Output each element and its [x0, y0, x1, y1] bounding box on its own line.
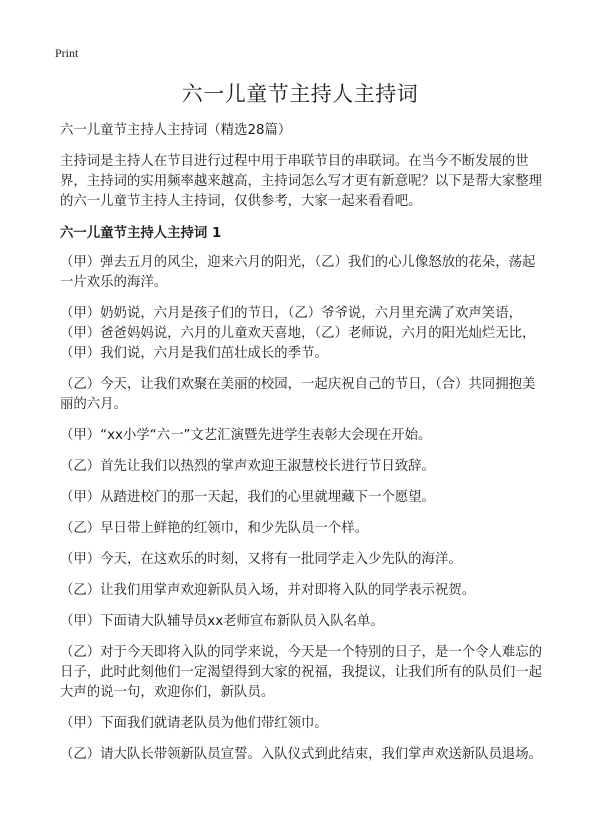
paragraph: （甲）从踏进校门的那一天起，我们的心里就埋藏下一个愿望。: [60, 490, 435, 505]
paragraph: （甲）下面请大队辅导员xx老师宣布新队员入队名单。: [60, 614, 384, 629]
page-title: 六一儿童节主持人主持词: [181, 82, 419, 106]
print-label: Print: [55, 46, 79, 60]
paragraph: （甲）今天，在这欢乐的时刻，又将有一批同学走入少先队的海洋。: [60, 552, 462, 567]
paragraph: （乙）对于今天即将入队的同学来说，今天是一个特别的日子，是一个令人难忘的日子，此时此刻他们一定渴望得到大家的祝福，我提议，让我们所有的队员们一起大声的说一句，欢迎你们，新队员。: [60, 645, 543, 700]
paragraph: （乙）让我们用掌声欢迎新队员入场，并对即将入队的同学表示祝贺。: [60, 583, 476, 598]
document-body: [60, 121, 548, 776]
section-heading: 六一儿童节主持人主持词 1: [60, 226, 222, 241]
paragraph: （甲）下面我们就请老队员为他们带红领巾。: [60, 716, 328, 731]
paragraph: （甲）奶奶说，六月是孩子们的节日，（乙）爷爷说，六月里充满了欢声笑语，（甲）爸爸妈妈说，六月的儿童欢天喜地，（乙）老师说，六月的阳光灿烂无比，（甲）我们说，六月是我们茁壮成长的季节。: [60, 306, 536, 361]
paragraph: （乙）今天，让我们欢聚在美丽的校园，一起庆祝自己的节日，（合）共同拥抱美丽的六月。: [60, 377, 536, 412]
paragraph: （甲）“xx小学“六一”文艺汇演暨先进学生表彰大会现在开始。: [60, 428, 432, 443]
paragraph: （乙）请大队长带领新队员宣誓。入队仪式到此结束，我们掌声欢送新队员退场。: [60, 747, 543, 762]
document-subtitle: 六一儿童节主持人主持词（精选28篇）: [60, 123, 292, 138]
paragraph: （乙）早日带上鲜艳的红领巾，和少先队员一个样。: [60, 521, 368, 536]
paragraph: （甲）弹去五月的风尘，迎来六月的阳光，（乙）我们的心儿像怒放的花朵，荡起一片欢乐的海洋。: [60, 255, 536, 290]
intro-paragraph: 主持词是主持人在节目进行过程中用于串联节目的串联词。在当今不断发展的世界，主持词的实用频率越来越高，主持词怎么写才更有新意呢？以下是帮大家整理的六一儿童节主持人主持词，仅供参考，大家一起来看看吧。: [60, 154, 543, 209]
paragraph: （乙）首先让我们以热烈的掌声欢迎王淑慧校长进行节日致辞。: [60, 459, 435, 474]
